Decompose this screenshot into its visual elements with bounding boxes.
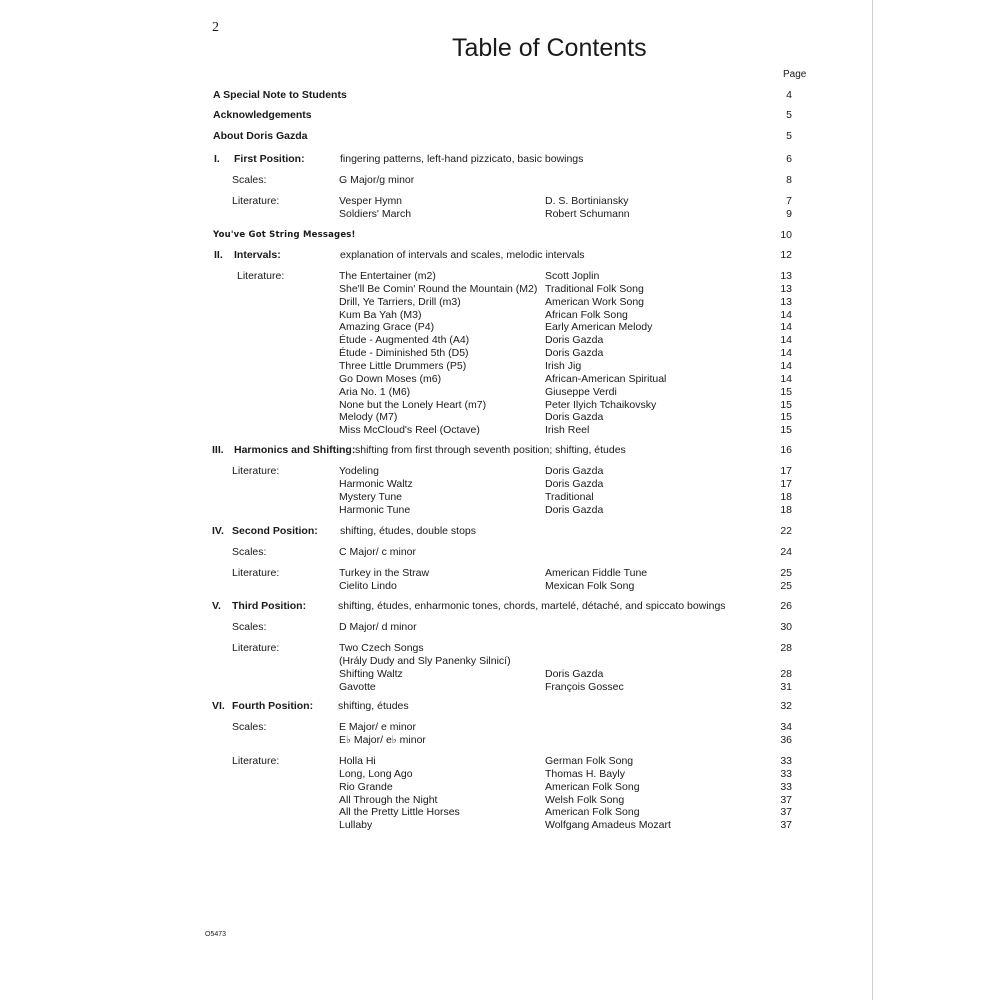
scale-name: G Major/g minor — [339, 174, 415, 186]
chapter-title: First Position: — [234, 153, 305, 165]
literature-title: All Through the Night — [339, 793, 438, 806]
page-edge — [872, 0, 873, 1000]
scale-page: 24 — [780, 546, 792, 558]
literature-page: 14 — [780, 372, 792, 385]
literature-composer: Traditional — [545, 490, 594, 503]
literature-title: None but the Lonely Heart (m7) — [339, 398, 487, 411]
literature-title: Soldiers' March — [339, 207, 412, 220]
chapter-title: Harmonics and Shifting: — [234, 444, 356, 456]
literature-title: Go Down Moses (m6) — [339, 372, 442, 385]
page-title: Table of Contents — [452, 34, 647, 62]
scale-name: C Major/ c minor — [339, 546, 417, 558]
chapter-page: 6 — [786, 153, 792, 165]
literature-page: 14 — [780, 321, 792, 334]
literature-title: Yodeling — [339, 465, 379, 477]
literature-page: 33 — [780, 767, 792, 780]
page-number: 2 — [212, 20, 219, 35]
literature-title: Drill, Ye Tarriers, Drill (m3) — [339, 295, 461, 308]
literature-title: Amazing Grace (P4) — [339, 321, 435, 334]
scale-name: E Major/ e minor — [339, 721, 417, 733]
literature-page: 18 — [780, 503, 792, 516]
scales-label: Scales: — [232, 174, 267, 186]
scale-name: D Major/ d minor — [339, 621, 417, 633]
literature-page: 33 — [780, 780, 792, 793]
literature-page: 25 — [780, 579, 792, 592]
front-matter-page: 4 — [786, 89, 792, 101]
literature-composer: Wolfgang Amadeus Mozart — [545, 819, 671, 832]
literature-page: 17 — [780, 465, 792, 477]
literature-label: Literature: — [232, 755, 280, 767]
literature-composer: Doris Gazda — [545, 347, 604, 360]
chapter-title: Third Position: — [232, 600, 307, 612]
literature-title: Turkey in the Straw — [339, 567, 430, 579]
chapter-numeral: VI. — [212, 700, 225, 712]
literature-composer: German Folk Song — [545, 755, 634, 767]
chapter-page: 26 — [780, 600, 792, 612]
literature-page: 37 — [780, 819, 792, 832]
literature-page: 9 — [786, 207, 792, 220]
chapter-title: Fourth Position: — [232, 700, 314, 712]
literature-title: Harmonic Waltz — [339, 477, 413, 490]
chapter-description: explanation of intervals and scales, melodic intervals — [340, 249, 585, 261]
literature-title: Holla Hi — [339, 755, 376, 767]
special-section-label: You've Got String Messages! — [213, 230, 356, 240]
chapter-page: 32 — [780, 700, 792, 712]
literature-composer: D. S. Bortiniansky — [545, 195, 629, 207]
literature-page: 15 — [780, 411, 792, 424]
footer-code: O5473 — [205, 931, 227, 938]
scale-page: 30 — [780, 621, 792, 633]
front-matter-page: 5 — [786, 130, 792, 142]
literature-composer: American Folk Song — [545, 806, 640, 819]
literature-page: 37 — [780, 806, 792, 819]
literature-composer: Peter Ilyich Tchaikovsky — [545, 398, 657, 411]
literature-composer: American Fiddle Tune — [545, 567, 648, 579]
chapter-description: shifting, études — [338, 700, 409, 712]
scale-name: E♭ Major/ e♭ minor — [339, 734, 426, 746]
literature-title: Lullaby — [339, 819, 373, 832]
literature-composer: Giuseppe Verdi — [545, 385, 617, 398]
literature-title: Long, Long Ago — [339, 767, 413, 780]
literature-label: Literature: — [232, 465, 280, 477]
literature-title: Vesper Hymn — [339, 195, 403, 207]
scales-label: Scales: — [232, 621, 267, 633]
literature-page: 31 — [780, 680, 792, 693]
literature-title: Melody (M7) — [339, 411, 398, 424]
literature-title: Three Little Drummers (P5) — [339, 359, 467, 372]
chapter-numeral: I. — [214, 153, 220, 165]
literature-page: 14 — [780, 334, 792, 347]
literature-composer: Doris Gazda — [545, 465, 604, 477]
literature-page: 28 — [780, 642, 792, 654]
front-matter-label: A Special Note to Students — [213, 89, 347, 101]
chapter-description: shifting, études, double stops — [340, 525, 477, 537]
literature-title: Aria No. 1 (M6) — [339, 385, 411, 398]
scale-page: 8 — [786, 174, 792, 186]
chapter-title: Intervals: — [234, 249, 281, 261]
literature-composer: Early American Melody — [545, 321, 653, 334]
scale-page: 36 — [780, 734, 792, 746]
literature-composer: Doris Gazda — [545, 503, 604, 516]
scales-label: Scales: — [232, 721, 267, 733]
front-matter-page: 5 — [786, 109, 792, 121]
literature-title: Cielito Lindo — [339, 579, 397, 592]
literature-label: Literature: — [237, 270, 285, 282]
literature-page: 14 — [780, 347, 792, 360]
front-matter-label: About Doris Gazda — [213, 130, 308, 142]
literature-composer: Irish Jig — [545, 359, 582, 372]
chapter-description: fingering patterns, left-hand pizzicato, basic bowings — [340, 153, 584, 165]
literature-page: 7 — [786, 195, 792, 207]
literature-composer: Mexican Folk Song — [545, 579, 635, 592]
chapter-page: 16 — [780, 444, 792, 456]
literature-page: 25 — [780, 567, 792, 579]
literature-page: 14 — [780, 308, 792, 321]
chapter-numeral: IV. — [212, 525, 224, 537]
literature-composer: American Work Song — [545, 295, 645, 308]
literature-page: 18 — [780, 490, 792, 503]
literature-composer: Welsh Folk Song — [545, 793, 625, 806]
scale-page: 34 — [780, 721, 792, 733]
literature-label: Literature: — [232, 567, 280, 579]
page-column-header: Page — [783, 69, 807, 80]
scales-label: Scales: — [232, 546, 267, 558]
literature-title: Gavotte — [339, 680, 376, 693]
chapter-numeral: V. — [212, 600, 221, 612]
literature-title: Shifting Waltz — [339, 667, 403, 680]
literature-title: Rio Grande — [339, 780, 393, 793]
literature-composer: Thomas H. Bayly — [545, 767, 625, 780]
chapter-numeral: III. — [212, 444, 224, 456]
literature-page: 28 — [780, 667, 792, 680]
literature-composer: African-American Spiritual — [545, 372, 667, 385]
literature-composer: Doris Gazda — [545, 477, 604, 490]
literature-title: Mystery Tune — [339, 490, 403, 503]
literature-composer: Scott Joplin — [545, 270, 600, 282]
literature-composer: Doris Gazda — [545, 411, 604, 424]
literature-title: Two Czech Songs — [339, 642, 424, 654]
literature-title: She'll Be Comin' Round the Mountain (M2) — [339, 282, 538, 295]
literature-composer: Doris Gazda — [545, 334, 604, 347]
literature-page: 33 — [780, 755, 792, 767]
literature-title: (Hrály Dudy and Sly Panenky Silnicí) — [339, 654, 511, 667]
chapter-description: shifting, études, enharmonic tones, chords, martelé, détaché, and spiccato bowings — [338, 600, 726, 612]
front-matter-label: Acknowledgements — [213, 109, 312, 121]
chapter-description: shifting from first through seventh position; shifting, études — [355, 444, 626, 456]
literature-title: Kum Ba Yah (M3) — [339, 308, 422, 321]
literature-title: All the Pretty Little Horses — [339, 806, 460, 819]
literature-page: 37 — [780, 793, 792, 806]
literature-composer: François Gossec — [545, 680, 624, 693]
literature-composer: Doris Gazda — [545, 667, 604, 680]
literature-page: 15 — [780, 424, 792, 437]
literature-composer: Robert Schumann — [545, 207, 630, 220]
literature-composer: American Folk Song — [545, 780, 640, 793]
literature-title: Harmonic Tune — [339, 503, 411, 516]
literature-title: Étude - Augmented 4th (A4) — [339, 334, 470, 347]
literature-title: Miss McCloud's Reel (Octave) — [339, 424, 480, 437]
literature-composer: Irish Reel — [545, 424, 590, 437]
literature-page: 13 — [780, 270, 792, 282]
literature-composer: Traditional Folk Song — [545, 282, 644, 295]
literature-composer: African Folk Song — [545, 308, 628, 321]
literature-page: 13 — [780, 282, 792, 295]
chapter-title: Second Position: — [232, 525, 318, 537]
special-section-page: 10 — [780, 229, 792, 241]
literature-label: Literature: — [232, 642, 280, 654]
literature-page: 17 — [780, 477, 792, 490]
literature-page: 15 — [780, 385, 792, 398]
literature-title: Étude - Diminished 5th (D5) — [339, 347, 469, 360]
chapter-numeral: II. — [214, 249, 223, 261]
literature-page: 13 — [780, 295, 792, 308]
literature-label: Literature: — [232, 195, 280, 207]
literature-title: The Entertainer (m2) — [339, 270, 436, 282]
chapter-page: 22 — [780, 525, 792, 537]
chapter-page: 12 — [780, 249, 792, 261]
literature-page: 14 — [780, 359, 792, 372]
literature-page: 15 — [780, 398, 792, 411]
